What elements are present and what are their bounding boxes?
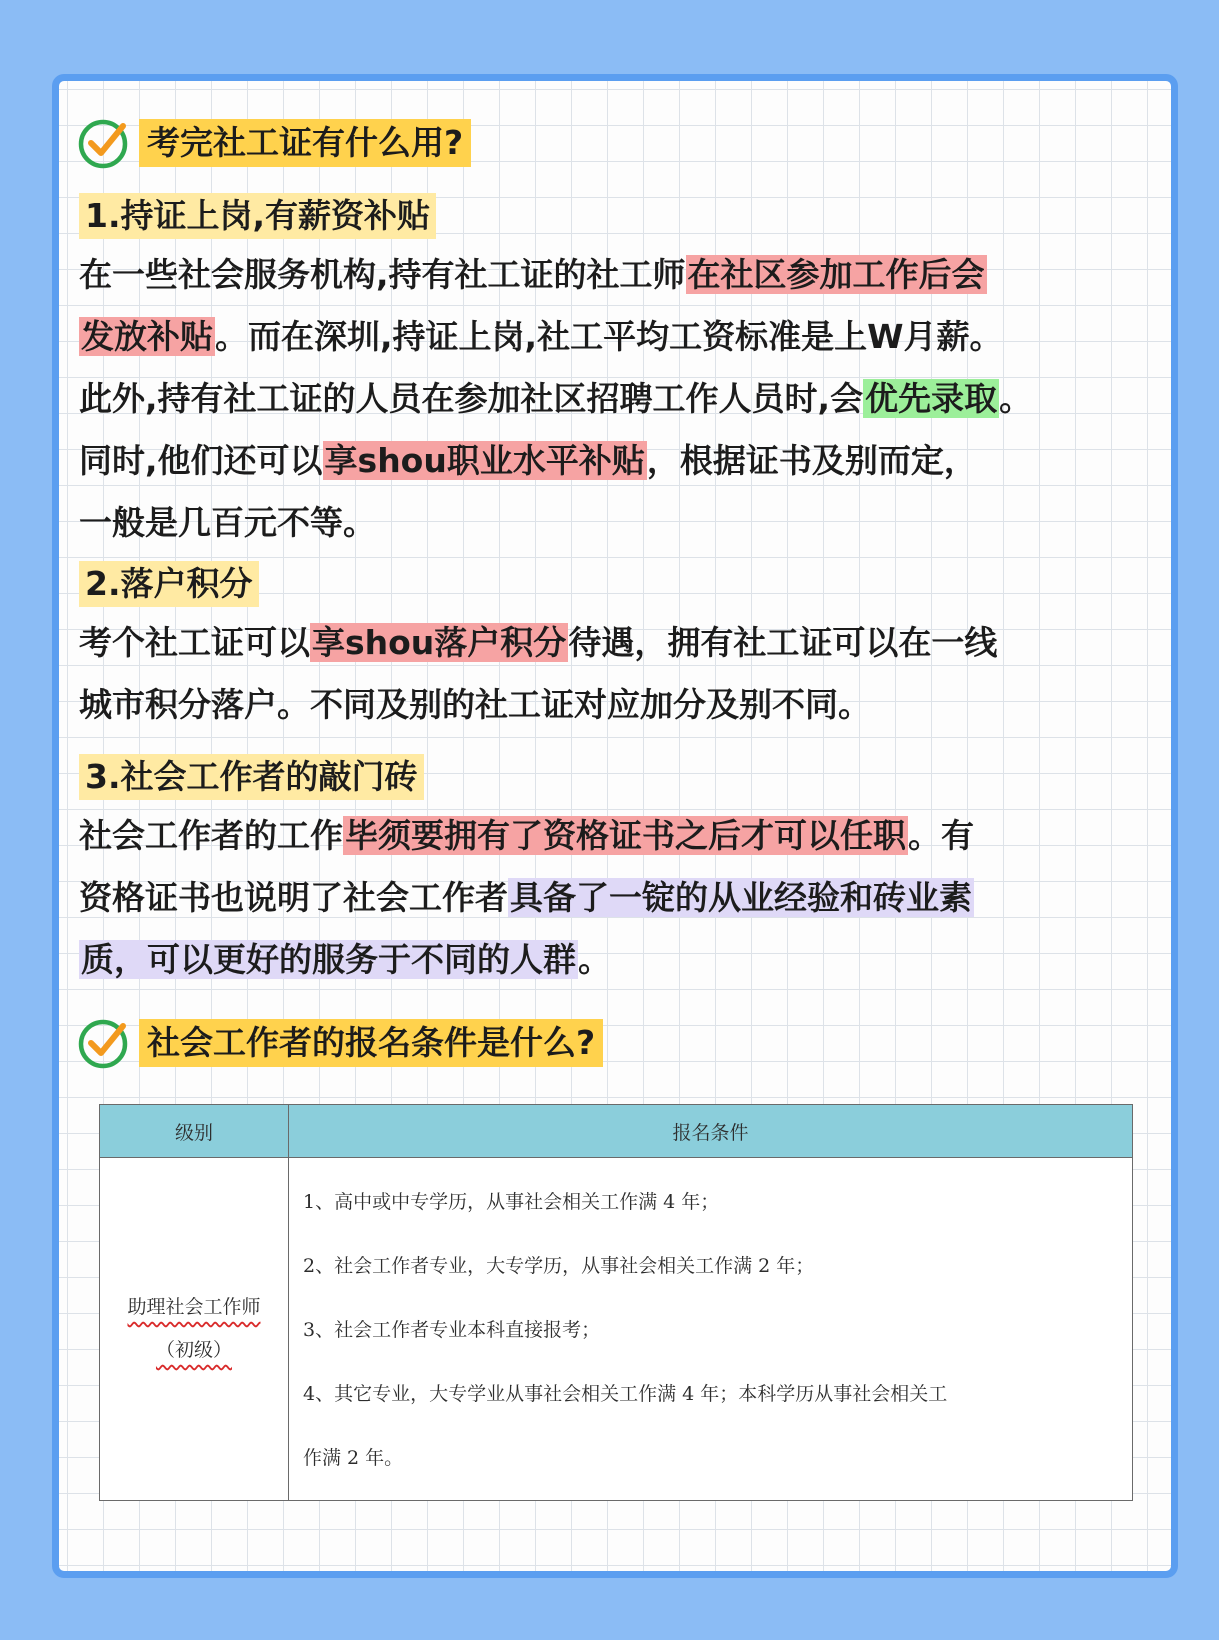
level-cell <box>100 1158 289 1501</box>
highlight-purple: 具备了一锭的从业经验和砖业素 <box>510 878 972 917</box>
highlight-purple: 质，可以更好的服务于不同的人群 <box>81 940 576 979</box>
header-conditions: 报名条件 <box>289 1105 1133 1158</box>
paragraph-line <box>79 430 1159 492</box>
header-level: 级别 <box>100 1105 289 1158</box>
point3-heading: 3.社会工作者的敲门砖 <box>79 754 424 800</box>
table-header-row <box>100 1105 1133 1158</box>
condition-item: 4、其它专业，大专学业从事社会相关工作满 4 年；本科学历从事社会相关工 <box>303 1383 948 1405</box>
text-run: ，根据证书及别而定， <box>646 441 977 480</box>
requirements-table <box>99 1104 1133 1501</box>
highlight-red: 毕须要拥有了资格证书之后才可以任职 <box>345 816 906 855</box>
text-run: 。而在深圳,持证上岗,社工平均工资标准是上W月薪。 <box>215 317 1003 356</box>
section2-heading <box>77 1016 603 1070</box>
paragraph-line <box>79 306 1159 368</box>
section1-title: 考完社工证有什么用? <box>139 119 471 167</box>
text-run: 同时,他们还可以 <box>79 441 323 480</box>
paragraph-line <box>79 929 1159 991</box>
text-run: 此外,持有社工证的人员在参加社区招聘工作人员时,会 <box>79 379 864 418</box>
section2-title: 社会工作者的报名条件是什么? <box>139 1019 603 1067</box>
text-run: 。有 <box>908 816 974 855</box>
conditions-cell <box>289 1158 1133 1501</box>
text-run: 待遇，拥有社工证可以在一线 <box>568 623 998 662</box>
point3-paragraph <box>79 805 1159 991</box>
paragraph-line <box>79 867 1159 929</box>
highlight-green: 优先录取 <box>865 379 998 418</box>
text-run: 。 <box>999 379 1033 418</box>
paragraph-line <box>79 368 1159 430</box>
check-circle-icon <box>77 116 131 170</box>
text-run: 考个社工证可以 <box>79 623 310 662</box>
highlight-red: 发放补贴 <box>81 317 213 356</box>
check-circle-icon <box>77 1016 131 1070</box>
highlight-red: 在社区参加工作后会 <box>687 255 985 294</box>
paragraph-line <box>79 244 1159 306</box>
paragraph-line: 城市积分落户。不同及别的社工证对应加分及别不同。 <box>79 685 871 724</box>
paragraph-line <box>79 612 1159 674</box>
table-row <box>100 1158 1133 1501</box>
condition-item: 作满 2 年。 <box>303 1447 404 1469</box>
point2-paragraph <box>79 612 1159 736</box>
point1-heading: 1.持证上岗,有薪资补贴 <box>79 193 436 239</box>
point2-heading: 2.落户积分 <box>79 561 259 607</box>
text-run: 资格证书也说明了社会工作者 <box>79 878 508 917</box>
level-name: 助理社会工作师 <box>127 1296 261 1318</box>
condition-item: 3、社会工作者专业本科直接报考； <box>303 1319 601 1341</box>
content-card <box>52 74 1178 1578</box>
text-run: 在一些社会服务机构,持有社工证的社工师 <box>79 255 686 294</box>
paragraph-line: 一般是几百元不等。 <box>79 503 376 542</box>
point1-paragraph <box>79 244 1159 554</box>
paragraph-line <box>79 805 1159 867</box>
section1-heading <box>77 116 471 170</box>
highlight-red: 享shou落户积分 <box>312 623 567 662</box>
condition-item: 2、社会工作者专业，大专学历，从事社会相关工作满 2 年； <box>303 1255 815 1277</box>
text-run: 。 <box>578 940 611 979</box>
level-grade: （初级） <box>155 1339 232 1361</box>
text-run: 社会工作者的工作 <box>79 816 343 855</box>
condition-item: 1、高中或中专学历，从事社会相关工作满 4 年； <box>303 1191 720 1213</box>
highlight-red: 享shou职业水平补贴 <box>324 441 645 480</box>
